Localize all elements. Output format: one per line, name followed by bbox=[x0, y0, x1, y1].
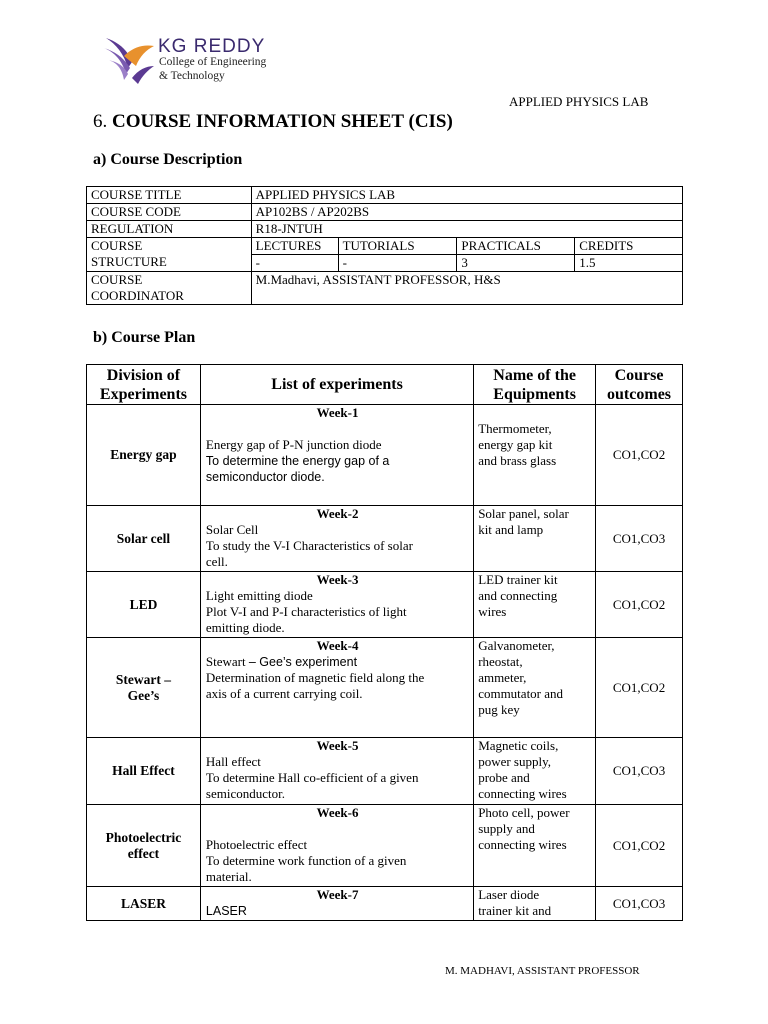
header-division bbox=[87, 365, 201, 405]
header-division-line-2: Experiments bbox=[99, 385, 187, 403]
course-structure-label-line-1: COURSE bbox=[91, 238, 143, 253]
header-equipments-line-2: Equipments bbox=[493, 385, 576, 403]
course-coordinator-label bbox=[87, 272, 252, 305]
division-line-1: Photoelectric bbox=[105, 829, 182, 845]
equipment-line-1: Solar panel, solar bbox=[478, 506, 569, 521]
header-lab-name: APPLIED PHYSICS LAB bbox=[509, 94, 649, 109]
experiment-aim-line-2: semiconductor diode. bbox=[205, 470, 325, 484]
experiment-name bbox=[206, 654, 469, 670]
experiment-cell bbox=[200, 638, 473, 738]
division-cell: Energy gap bbox=[87, 405, 201, 506]
experiment-aim-line-2: cell. bbox=[205, 554, 228, 569]
experiment-aim-line-1: To determine work function of a given bbox=[205, 853, 407, 868]
course-title-label: COURSE TITLE bbox=[87, 187, 252, 204]
lectures-label: LECTURES bbox=[251, 238, 338, 255]
experiment-name: Light emitting diode bbox=[205, 588, 313, 603]
page-title bbox=[93, 111, 453, 133]
equipment-line-1: Magnetic coils, bbox=[478, 738, 559, 753]
header-division-line-1: Division of bbox=[106, 366, 181, 384]
table-row bbox=[87, 572, 683, 638]
equipment-line-2: supply and bbox=[478, 821, 535, 836]
practicals-label: PRACTICALS bbox=[457, 238, 575, 255]
tutorials-value: - bbox=[338, 255, 457, 272]
table-row bbox=[87, 272, 683, 305]
division-cell: LASER bbox=[87, 887, 201, 921]
logo-emblem-icon bbox=[102, 34, 156, 86]
experiment-aim-line-1: To determine the energy gap of a bbox=[205, 454, 390, 468]
experiment-cell bbox=[200, 506, 473, 572]
header-course-outcomes bbox=[596, 365, 683, 405]
week-label: Week-5 bbox=[316, 738, 359, 753]
course-outcome-cell: CO1,CO3 bbox=[596, 738, 683, 805]
title-number: 6. bbox=[93, 111, 108, 132]
division-cell bbox=[87, 805, 201, 887]
table-row bbox=[87, 204, 683, 221]
spacer bbox=[206, 821, 469, 837]
experiment-name: LASER bbox=[205, 904, 247, 918]
equipment-line-2: trainer kit and bbox=[478, 903, 552, 918]
course-structure-label bbox=[87, 238, 252, 272]
table-row bbox=[87, 221, 683, 238]
experiment-name: Energy gap of P-N junction diode bbox=[205, 437, 382, 452]
course-coordinator-value: M.Madhavi, ASSISTANT PROFESSOR, H&S bbox=[251, 272, 682, 305]
table-row bbox=[87, 887, 683, 921]
equipment-line-3: probe and bbox=[478, 770, 530, 785]
course-outcome-cell: CO1,CO2 bbox=[596, 805, 683, 887]
tutorials-label: TUTORIALS bbox=[338, 238, 457, 255]
equipment-cell bbox=[474, 805, 596, 887]
experiment-aim-line-1: Plot V-I and P-I characteristics of light bbox=[205, 604, 407, 619]
equipment-line-2: rheostat, bbox=[478, 654, 523, 669]
credits-label: CREDITS bbox=[575, 238, 683, 255]
experiment-name: Hall effect bbox=[205, 754, 261, 769]
table-row bbox=[87, 187, 683, 204]
equipment-cell bbox=[474, 405, 596, 506]
experiment-name-part-1: Stewart bbox=[205, 654, 249, 669]
week-label: Week-6 bbox=[316, 805, 359, 820]
division-cell bbox=[87, 638, 201, 738]
equipment-cell bbox=[474, 738, 596, 805]
course-code-label: COURSE CODE bbox=[87, 204, 252, 221]
regulation-value: R18-JNTUH bbox=[251, 221, 682, 238]
course-plan-table bbox=[86, 364, 683, 921]
logo-subtitle-1: College of Engineering bbox=[159, 56, 267, 68]
week-label: Week-4 bbox=[316, 638, 359, 653]
equipment-line-1: Photo cell, power bbox=[478, 805, 570, 820]
experiment-aim-line-2: emitting diode. bbox=[205, 620, 285, 635]
equipment-line-1: Thermometer, bbox=[478, 421, 552, 436]
course-outcome-cell: CO1,CO2 bbox=[596, 638, 683, 738]
division-line-2: effect bbox=[127, 845, 160, 861]
equipment-line-4: commutator and bbox=[478, 686, 564, 701]
section-course-description-heading: a) Course Description bbox=[93, 151, 243, 168]
logo-subtitle-2: & Technology bbox=[159, 70, 225, 82]
equipment-line-1: LED trainer kit bbox=[478, 572, 558, 587]
footer-author: M. MADHAVI, ASSISTANT PROFESSOR bbox=[445, 965, 640, 977]
course-description-table bbox=[86, 186, 683, 305]
equipment-line-3: and brass glass bbox=[478, 453, 557, 468]
experiment-name: Solar Cell bbox=[205, 522, 259, 537]
table-row bbox=[87, 238, 683, 255]
equipment-line-2: energy gap kit bbox=[478, 437, 553, 452]
course-outcome-cell: CO1,CO2 bbox=[596, 405, 683, 506]
course-code-value: AP102BS / AP202BS bbox=[251, 204, 682, 221]
equipment-line-1: Laser diode bbox=[478, 887, 540, 902]
practicals-value: 3 bbox=[457, 255, 575, 272]
table-row bbox=[87, 405, 683, 506]
title-text: COURSE INFORMATION SHEET (CIS) bbox=[112, 111, 453, 132]
experiment-name-part-2: – Gee’s experiment bbox=[248, 655, 358, 669]
week-label: Week-7 bbox=[316, 887, 359, 902]
header-outcomes-line-1: Course bbox=[614, 366, 664, 384]
division-cell: Hall Effect bbox=[87, 738, 201, 805]
equipment-cell bbox=[474, 506, 596, 572]
header-outcomes-line-2: outcomes bbox=[607, 385, 672, 403]
equipment-cell bbox=[474, 887, 596, 921]
college-logo bbox=[102, 34, 302, 86]
course-outcome-cell: CO1,CO3 bbox=[596, 887, 683, 921]
experiment-cell bbox=[200, 405, 473, 506]
table-row bbox=[87, 805, 683, 887]
regulation-label: REGULATION bbox=[87, 221, 252, 238]
division-line-1: Stewart – bbox=[115, 671, 171, 687]
equipment-cell bbox=[474, 638, 596, 738]
equipment-line-4: connecting wires bbox=[478, 786, 567, 801]
week-label: Week-1 bbox=[316, 405, 359, 420]
header-list-of-experiments: List of experiments bbox=[200, 365, 473, 405]
equipment-line-2: kit and lamp bbox=[478, 522, 544, 537]
experiment-aim-line-2: material. bbox=[205, 869, 252, 884]
division-cell: LED bbox=[87, 572, 201, 638]
header-equipments bbox=[474, 365, 596, 405]
course-title-value: APPLIED PHYSICS LAB bbox=[251, 187, 682, 204]
spacer bbox=[206, 421, 469, 437]
course-coordinator-label-line-2: COORDINATOR bbox=[91, 288, 184, 303]
logo-name: KG REDDY bbox=[158, 36, 266, 57]
course-outcome-cell: CO1,CO3 bbox=[596, 506, 683, 572]
table-row bbox=[87, 738, 683, 805]
experiment-aim-line-1: Determination of magnetic field along the bbox=[205, 670, 425, 685]
division-cell: Solar cell bbox=[87, 506, 201, 572]
equipment-cell bbox=[474, 572, 596, 638]
experiment-cell bbox=[200, 738, 473, 805]
experiment-cell bbox=[200, 805, 473, 887]
experiment-cell bbox=[200, 572, 473, 638]
equipment-line-2: and connecting bbox=[478, 588, 558, 603]
section-course-plan-heading: b) Course Plan bbox=[93, 329, 196, 346]
spacer bbox=[478, 405, 591, 421]
week-label: Week-2 bbox=[316, 506, 359, 521]
table-row bbox=[87, 506, 683, 572]
header-equipments-line-1: Name of the bbox=[493, 366, 576, 384]
course-structure-label-line-2: STRUCTURE bbox=[91, 254, 167, 269]
equipment-line-3: wires bbox=[478, 604, 507, 619]
table-header-row bbox=[87, 365, 683, 405]
course-outcome-cell: CO1,CO2 bbox=[596, 572, 683, 638]
equipment-line-2: power supply, bbox=[478, 754, 552, 769]
equipment-line-1: Galvanometer, bbox=[478, 638, 555, 653]
experiment-aim-line-2: axis of a current carrying coil. bbox=[205, 686, 363, 701]
week-label: Week-3 bbox=[316, 572, 359, 587]
course-coordinator-label-line-1: COURSE bbox=[91, 272, 143, 287]
experiment-name: Photoelectric effect bbox=[205, 837, 308, 852]
equipment-line-5: pug key bbox=[478, 702, 520, 717]
experiment-aim-line-2: semiconductor. bbox=[205, 786, 285, 801]
lectures-value: - bbox=[251, 255, 338, 272]
experiment-aim-line-1: To study the V-I Characteristics of solar bbox=[205, 538, 413, 553]
table-row bbox=[87, 638, 683, 738]
division-line-2: Gee’s bbox=[127, 687, 160, 703]
experiment-cell bbox=[200, 887, 473, 921]
credits-value: 1.5 bbox=[575, 255, 683, 272]
experiment-aim-line-1: To determine Hall co-efficient of a given bbox=[205, 770, 419, 785]
equipment-line-3: connecting wires bbox=[478, 837, 567, 852]
equipment-line-3: ammeter, bbox=[478, 670, 527, 685]
